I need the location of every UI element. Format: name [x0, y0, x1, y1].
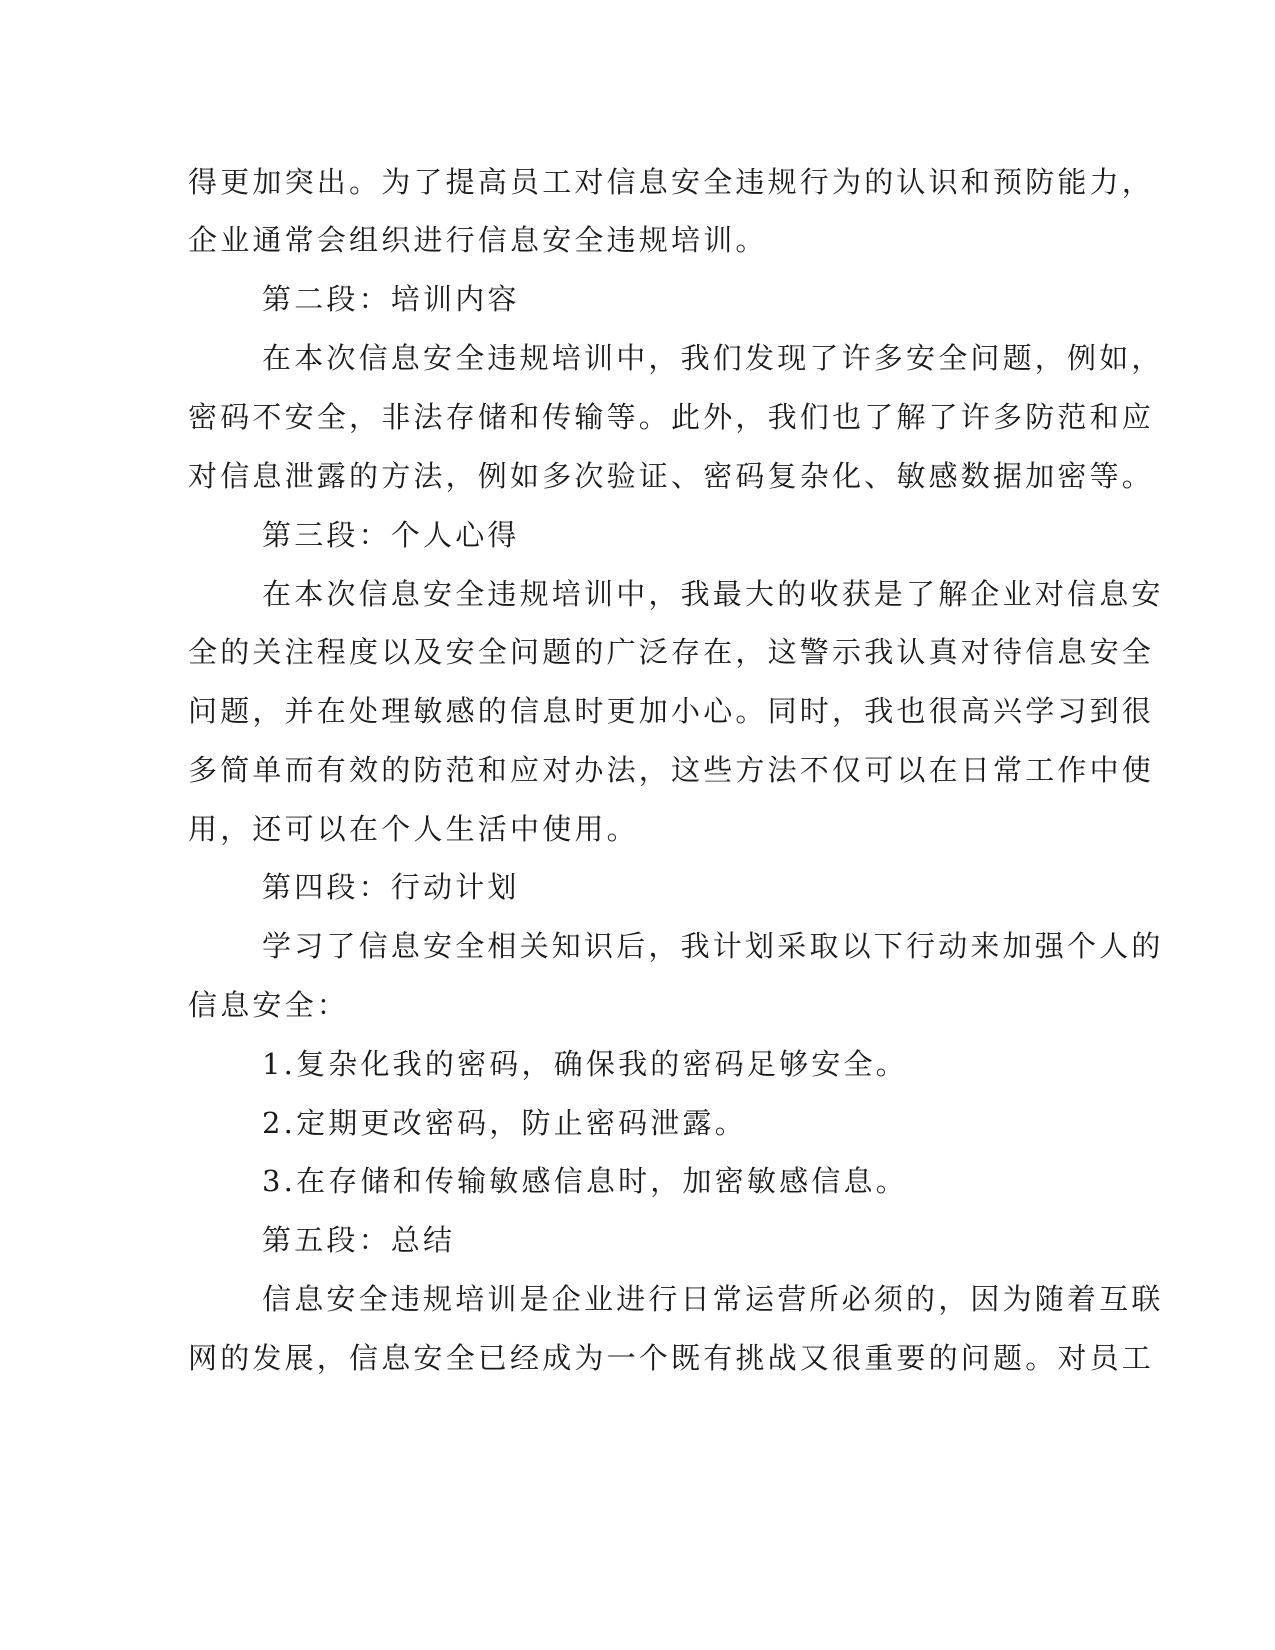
section-heading-2: 第二段：培训内容	[262, 282, 520, 316]
paragraph-line: 网的发展，信息安全已经成为一个既有挑战又很重要的问题。对员工	[188, 1341, 1155, 1375]
paragraph-line: 信息安全：	[188, 988, 350, 1022]
paragraph-line: 在本次信息安全违规培训中，我们发现了许多安全问题，例如，	[262, 341, 1164, 375]
paragraph-line: 全的关注程度以及安全问题的广泛存在，这警示我认真对待信息安全	[188, 635, 1155, 669]
section-heading-5: 第五段：总结	[262, 1223, 456, 1257]
list-item: 3.在存储和传输敏感信息时，加密敏感信息。	[262, 1164, 908, 1198]
paragraph-line: 得更加突出。为了提高员工对信息安全违规行为的认识和预防能力，	[188, 165, 1155, 199]
paragraph-line: 密码不安全，非法存储和传输等。此外，我们也了解了许多防范和应	[188, 400, 1155, 434]
paragraph-line: 信息安全违规培训是企业进行日常运营所必须的，因为随着互联	[262, 1282, 1164, 1316]
paragraph-line: 对信息泄露的方法，例如多次验证、密码复杂化、敏感数据加密等。	[188, 459, 1155, 493]
paragraph-line: 在本次信息安全违规培训中，我最大的收获是了解企业对信息安	[262, 577, 1164, 611]
list-item: 1.复杂化我的密码，确保我的密码足够安全。	[262, 1047, 908, 1081]
paragraph-line: 学习了信息安全相关知识后，我计划采取以下行动来加强个人的	[262, 929, 1164, 963]
section-heading-3: 第三段：个人心得	[262, 518, 520, 552]
paragraph-line: 问题，并在处理敏感的信息时更加小心。同时，我也很高兴学习到很	[188, 694, 1155, 728]
list-item: 2.定期更改密码，防止密码泄露。	[262, 1106, 747, 1140]
paragraph-line: 用，还可以在个人生活中使用。	[188, 812, 639, 846]
section-heading-4: 第四段：行动计划	[262, 870, 520, 904]
paragraph-line: 企业通常会组织进行信息安全违规培训。	[188, 223, 768, 257]
paragraph-line: 多简单而有效的防范和应对办法，这些方法不仅可以在日常工作中使	[188, 753, 1155, 787]
